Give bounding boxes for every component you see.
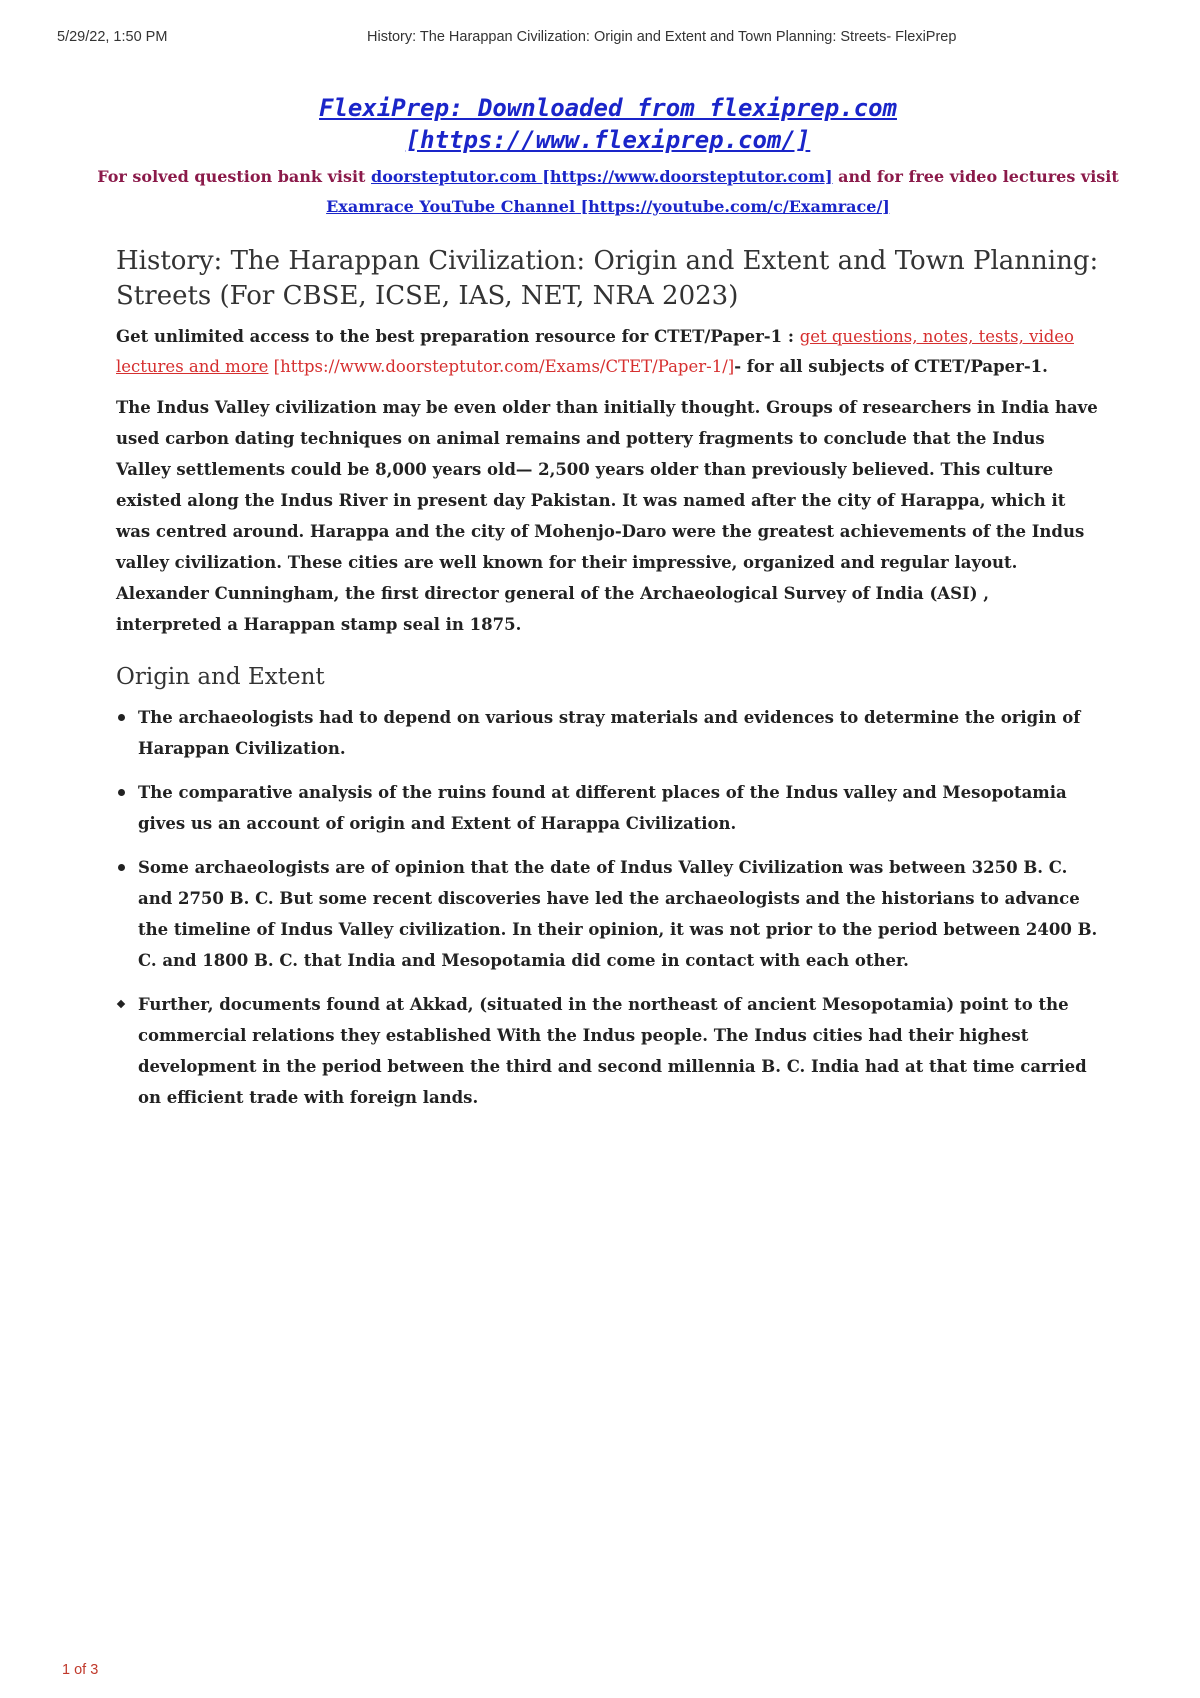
access-suffix: - for all subjects of CTET/Paper-1. (734, 357, 1048, 376)
list-item-text: Further, documents found at Akkad, (situated in the northeast of ancient Mesopotamia) point to the commercial relations they established With the Indus people. The Indus cities had their highest development in the period between the third and second millennia B. C. India had at that time carried on efficient trade with foreign lands. (138, 995, 1087, 1107)
list-item-text: Some archaeologists are of opinion that the date of Indus Valley Civilization was between 3250 B. C. and 2750 B. C. But some recent discoveries have led the archaeologists and the historians to advance the timeline of Indus Valley civilization. In their opinion, it was not prior to the period between 2400 B. C. and 1800 B. C. that India and Mesopotamia did come in contact with each other. (138, 858, 1098, 970)
print-header (0, 29, 1200, 49)
intro-paragraph: The Indus Valley civilization may be even older than initially thought. Groups of researchers in India have used carbon dating techniques on animal remains and pottery fragments to conclude that the Indus Valley settlements could be 8,000 years old— 2,500 years older than previously believed. This culture existed along the Indus River in present day Pakistan. It was named after the city of Harappa, which it was centred around. Harappa and the city of Mohenjo-Daro were the greatest achievements of the Indus valley civilization. These cities are well known for their impressive, organized and regular layout. Alexander Cunningham, the first director general of the Archaeological Survey of India (ASI) , interpreted a Harappan stamp seal in 1875. (116, 398, 1098, 634)
ctet-resources-url: [https://www.doorsteptutor.com/Exams/CTET/Paper-1/] (268, 357, 735, 376)
promo-text-1: For solved question bank visit (97, 167, 371, 186)
page-number: 1 of 3 (62, 1662, 99, 1678)
list-item (116, 702, 1100, 764)
print-date: 5/29/22, 1:50 PM (57, 29, 168, 45)
promo-notice (92, 162, 1124, 222)
flexiprep-banner-link[interactable]: FlexiPrep: Downloaded from flexiprep.com [https://www.flexiprep.com/] (319, 94, 897, 154)
list-item (116, 777, 1100, 839)
origin-extent-list (116, 702, 1100, 1113)
promo-text-2: and for free video lectures visit (832, 167, 1119, 186)
doorsteptutor-link[interactable]: doorsteptutor.com [https://www.doorsteptutor.com] (371, 167, 833, 186)
examrace-youtube-link[interactable]: Examrace YouTube Channel [https://youtube.com/c/Examrace/] (326, 197, 890, 216)
section-heading-origin-extent: Origin and Extent (116, 664, 325, 690)
list-item-text: The archaeologists had to depend on various stray materials and evidences to determine the origin of Harappan Civilization. (138, 708, 1081, 758)
bullet-dot-icon (118, 789, 125, 796)
article-title: History: The Harappan Civilization: Origin and Extent and Town Planning: Streets (For CBSE, ICSE, IAS, NET, NRA 2023) (116, 246, 1099, 311)
list-item (116, 852, 1100, 976)
access-notice (116, 322, 1100, 382)
bullet-diamond-icon (117, 1000, 125, 1008)
bullet-dot-icon (118, 864, 125, 871)
print-page-title: History: The Harappan Civilization: Origin and Extent and Town Planning: Streets- FlexiPrep (367, 29, 957, 45)
list-item (116, 989, 1100, 1113)
bullet-dot-icon (118, 714, 125, 721)
access-prefix: Get unlimited access to the best preparation resource for CTET/Paper-1 : (116, 327, 800, 346)
ctet-resources-link[interactable]: get questions, notes, tests, video lectures and more (116, 327, 1074, 376)
document-content (97, 92, 1119, 1126)
list-item-text: The comparative analysis of the ruins found at different places of the Indus valley and Mesopotamia gives us an account of origin and Extent of Harappa Civilization. (138, 783, 1067, 833)
